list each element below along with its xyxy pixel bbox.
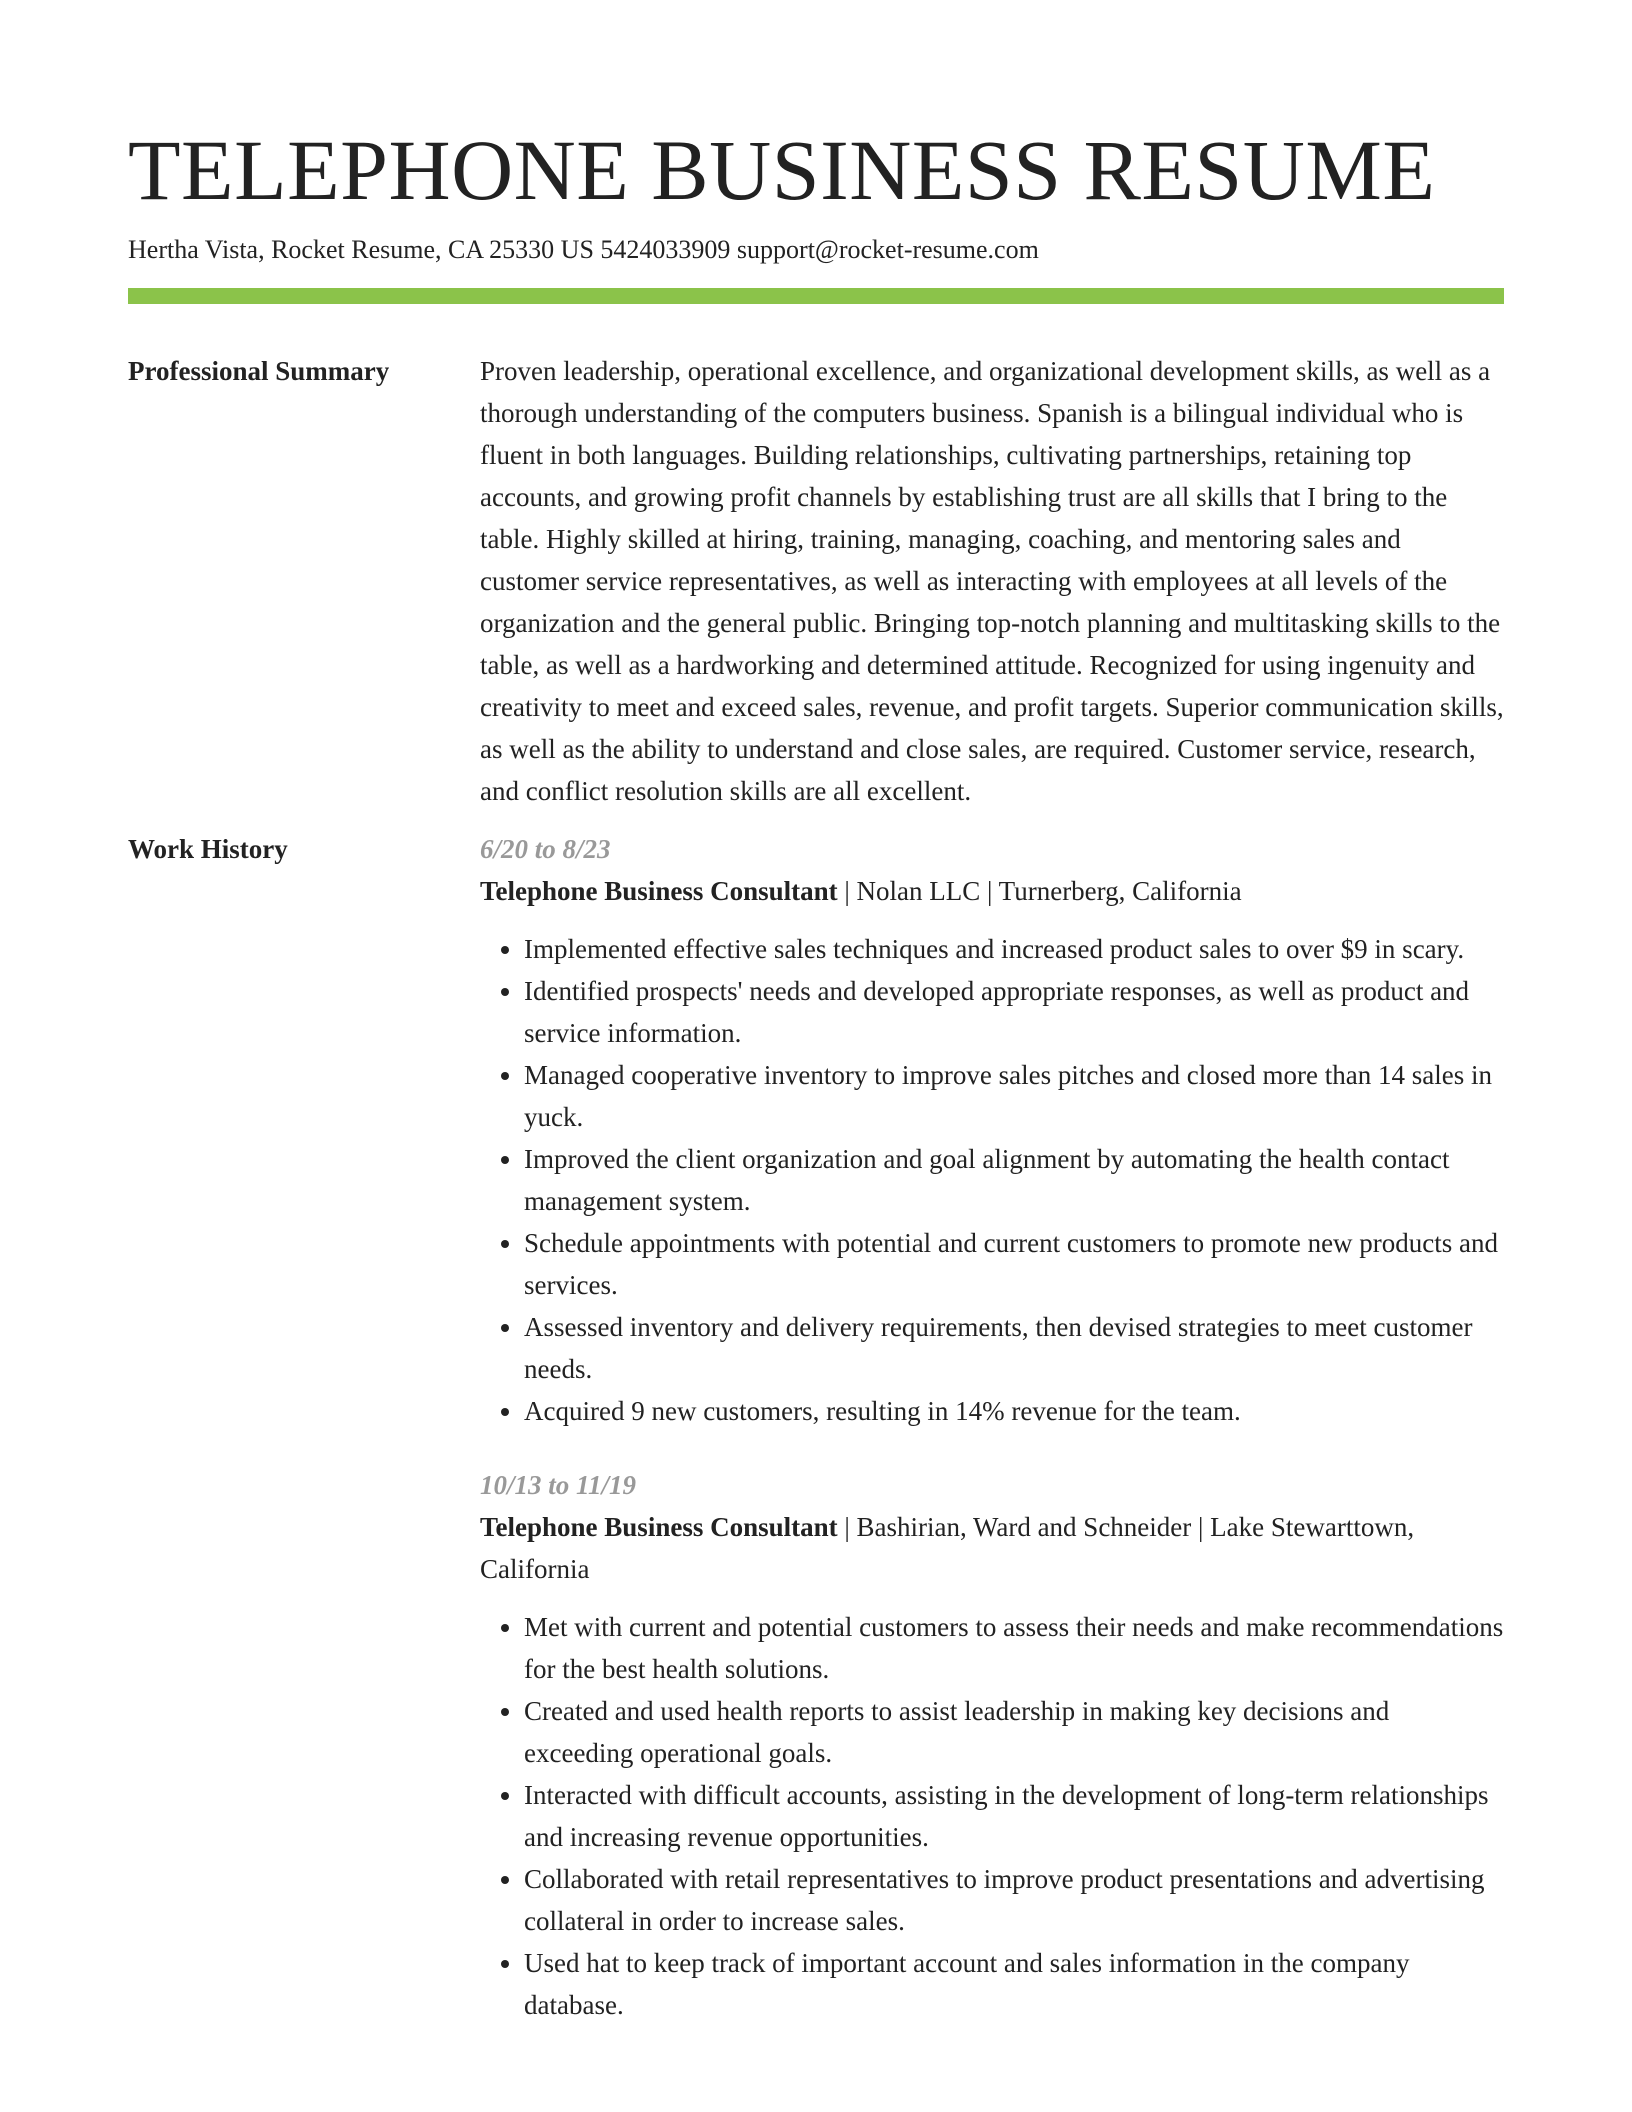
header-accent-bar <box>128 288 1504 304</box>
work-history-section <box>128 828 1504 2026</box>
job-details: | Nolan LLC | Turnerberg, California <box>837 876 1242 906</box>
job-title-line <box>480 870 1504 912</box>
contact-line: Hertha Vista, Rocket Resume, CA 25330 US 5424033909 support@rocket-resume.com <box>128 235 1039 264</box>
list-item: • Implemented effective sales techniques and increased product sales to over $9 in scary. <box>524 928 1504 970</box>
list-item: • Created and used health reports to assist leadership in making key decisions and exceeding operational goals. <box>524 1690 1504 1774</box>
job-details: | Bashirian, Ward and Schneider | Lake Stewarttown, California <box>480 1512 1415 1584</box>
list-item: • Met with current and potential customers to assess their needs and make recommendations for the best health solutions. <box>524 1606 1504 1690</box>
section-body-work-history <box>480 828 1504 2026</box>
list-item: • Schedule appointments with potential and current customers to promote new products and services. <box>524 1222 1504 1306</box>
professional-summary-section <box>128 350 1504 812</box>
section-label-professional-summary: Professional Summary <box>128 356 390 386</box>
list-item: • Interacted with difficult accounts, assisting in the development of long-term relationships and increasing revenue opportunities. <box>524 1774 1504 1858</box>
resume-page <box>128 120 1504 2026</box>
summary-paragraph: Proven leadership, operational excellence, and organizational development skills, as well as a thorough understanding of the computers business. Spanish is a bilingual individual who is fluent in both languages. Building relationships, cultivating partnerships, retaining top accounts, and growing profit channels by establishing trust are all skills that I bring to the table. Highly skilled at hiring, training, managing, coaching, and mentoring sales and customer service representatives, as well as interacting with employees at all levels of the organization and the general public. Bringing top-notch planning and multitasking skills to the table, as well as a hardworking and determined attitude. Recognized for using ingenuity and creativity to meet and exceed sales, revenue, and profit targets. Superior communication skills, as well as the ability to understand and close sales, are required. Customer service, research, and conflict resolution skills are all excellent. <box>480 356 1504 806</box>
list-item: • Acquired 9 new customers, resulting in 14% revenue for the team. <box>524 1390 1504 1432</box>
resume-title: TELEPHONE BUSINESS RESUME <box>128 122 1436 218</box>
list-item: • Collaborated with retail representatives to improve product presentations and advertising collateral in order to increase sales. <box>524 1858 1504 1942</box>
list-item: • Identified prospects' needs and developed appropriate responses, as well as product and service information. <box>524 970 1504 1054</box>
list-item: • Used hat to keep track of important account and sales information in the company database. <box>524 1942 1504 2026</box>
job-title: Telephone Business Consultant <box>480 1512 838 1542</box>
section-body-professional-summary <box>480 350 1504 812</box>
job-dates: 6/20 to 8/23 <box>480 834 611 864</box>
section-label-work-history: Work History <box>128 834 288 864</box>
job-bullet-list <box>480 928 1504 1432</box>
job-entry <box>480 1464 1504 2026</box>
list-item: • Improved the client organization and goal alignment by automating the health contact management system. <box>524 1138 1504 1222</box>
job-title: Telephone Business Consultant <box>480 876 838 906</box>
job-title-line <box>480 1506 1504 1590</box>
job-entry <box>480 828 1504 1432</box>
list-item: • Assessed inventory and delivery requirements, then devised strategies to meet customer needs. <box>524 1306 1504 1390</box>
job-dates: 10/13 to 11/19 <box>480 1470 637 1500</box>
list-item: • Managed cooperative inventory to improve sales pitches and closed more than 14 sales in yuck. <box>524 1054 1504 1138</box>
job-bullet-list <box>480 1606 1504 2026</box>
